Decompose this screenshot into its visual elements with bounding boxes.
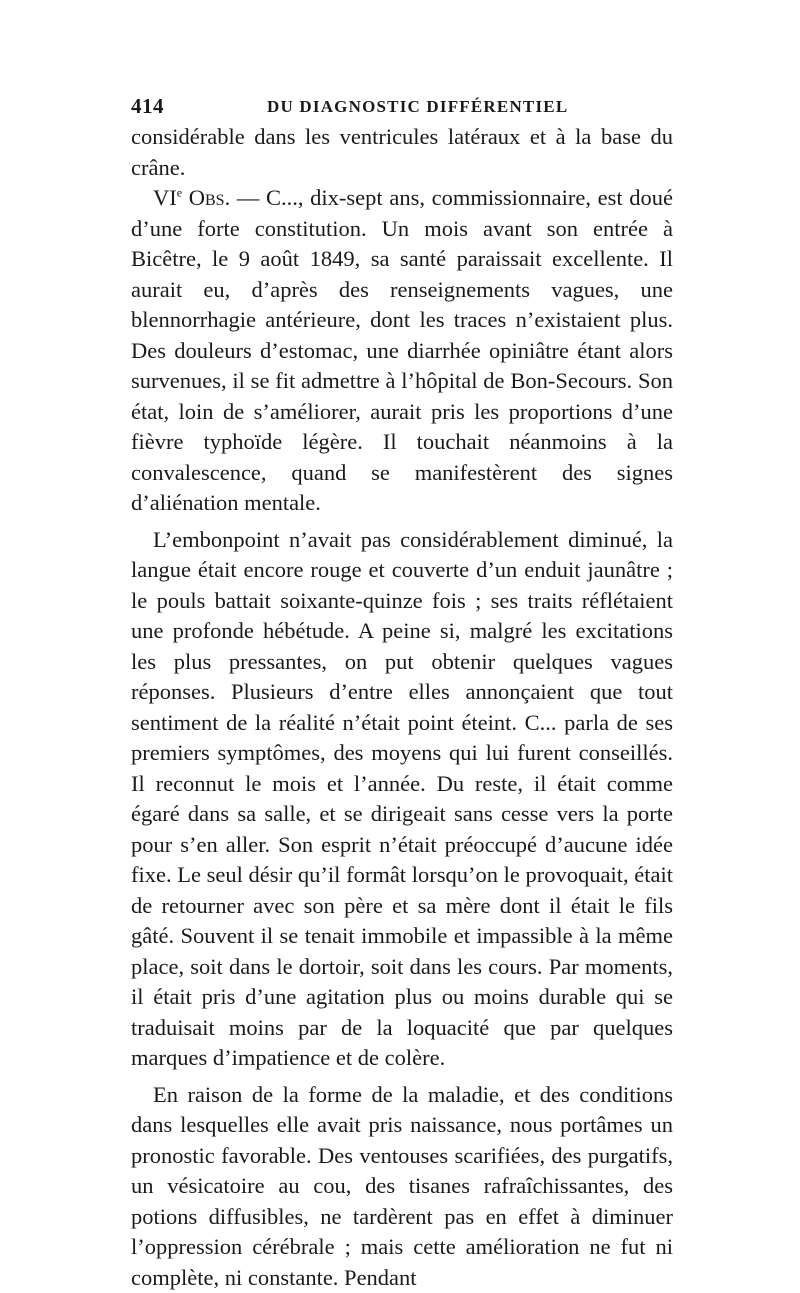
observation-text: — C..., dix-sept ans, commissionnaire, est doué d’une forte constitution. Un mois avant son entrée à Bicêtre, le 9 août 1849, sa santé paraissait excellente. Il aurait eu, d’après des renseignements vagues, une blennorrhagie antérieure, dont les traces n’existaient plus. Des douleurs d’estomac, une diarrhée opiniâtre étant alors survenues, il se fit admettre à l’hôpital de Bon-Secours. Son état, loin de s’améliorer, aurait pris les proportions d’une fièvre typhoïde légère. Il touchait néanmoins à la convalescence, quand se manifestèrent des signes d’aliénation mentale. bbox=[131, 185, 673, 515]
paragraph-observation bbox=[131, 183, 673, 519]
paragraph-continuation: considérable dans les ventricules latéraux et à la base du crâne. bbox=[131, 122, 673, 183]
page-header bbox=[131, 94, 673, 124]
observation-number-superscript: e bbox=[177, 186, 182, 200]
page-number: 414 bbox=[131, 94, 164, 119]
observation-label: Obs. bbox=[189, 185, 230, 210]
paragraph-treatment: En raison de la forme de la maladie, et des conditions dans lesquelles elle avait pris naissance, nous portâmes un pronostic favorable. Des ventouses scarifiées, des purgatifs, un vésicatoire au cou, des tisanes rafraîchissantes, des potions diffusibles, ne tardèrent pas en effet à diminuer l’oppression cérébrale ; mais cette amélioration ne fut ni complète, ni constante. Pendant bbox=[131, 1080, 673, 1293]
paragraph-description: L’embonpoint n’avait pas considérablement diminué, la langue était encore rouge et couverte d’un enduit jaunâtre ; le pouls battait soixante-quinze fois ; ses traits réflétaient une profonde hébétude. A peine si, malgré les excitations les plus pressantes, on put obtenir quelques vagues réponses. Plusieurs d’entre elles annonçaient que tout sentiment de la réalité n’était point éteint. C... parla de ses premiers symptômes, des moyens qui lui furent conseillés. Il reconnut le mois et l’année. Du reste, il était comme égaré dans sa salle, et se dirigeait sans cesse vers la porte pour s’en aller. Son esprit n’était préoccupé d’aucune idée fixe. Le seul désir qu’il formât lorsqu’on le provoquait, était de retourner avec son père et sa mère dont il était le fils gâté. Souvent il se tenait immobile et impassible à la même place, soit dans le dortoir, soit dans les cours. Par moments, il était pris d’une agitation plus ou moins durable qui se traduisait moins par de la loquacité que par quelques marques d’impatience et de colère. bbox=[131, 525, 673, 1074]
running-head: DU DIAGNOSTIC DIFFÉRENTIEL bbox=[267, 97, 568, 117]
observation-number: VI bbox=[153, 185, 177, 210]
page-body bbox=[131, 122, 673, 1293]
